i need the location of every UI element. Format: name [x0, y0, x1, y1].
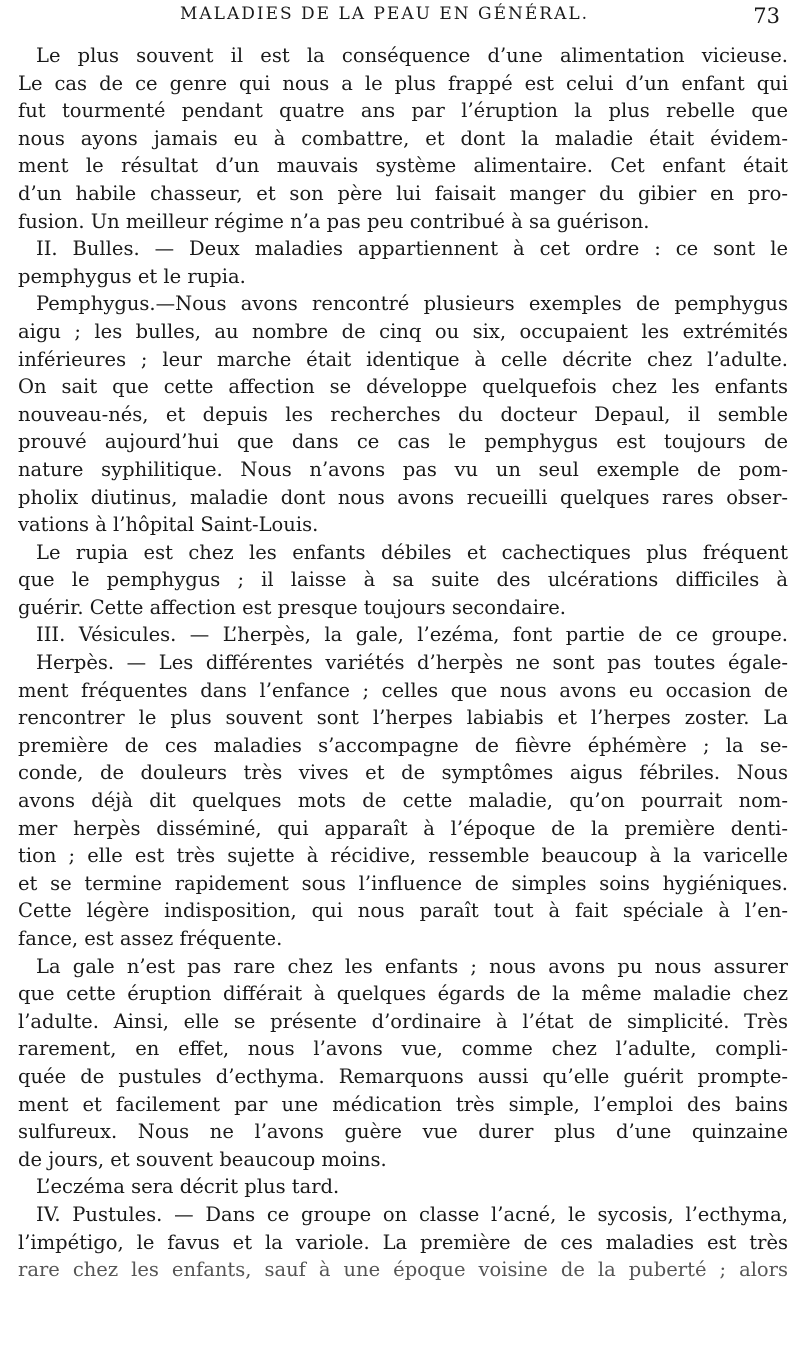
text-line: IV. Pustules. — Dans ce groupe on classe l’acné, le sycosis, l’ecthyma, [36, 1202, 788, 1226]
text-line: Le plus souvent il est la conséquence d’une alimentation vicieuse. [36, 44, 788, 67]
text-line: première de ces maladies s’accompagne de fièvre éphémère ; la se- [18, 733, 788, 757]
text-line: rencontrer le plus souvent sont l’herpes labiabis et l’herpes zoster. La [18, 706, 788, 730]
text-line: d’un habile chasseur, et son père lui faisait manger du gibier en pro- [18, 181, 788, 205]
body-text [18, 42, 788, 1284]
text-line: ment fréquentes dans l’enfance ; celles que nous avons eu occasion de [18, 678, 788, 702]
text-line: mer herpès disséminé, qui apparaît à l’époque de la première denti- [18, 816, 788, 840]
text-line: On sait que cette affection se développe quelquefois chez les enfants [18, 375, 788, 399]
text-line: prouvé aujourd’hui que dans ce cas le pemphygus est toujours de [18, 430, 788, 454]
text-line: pholix diutinus, maladie dont nous avons recueilli quelques rares obser- [18, 485, 788, 509]
text-line: guérir. Cette affection est presque toujours secondaire. [18, 595, 566, 619]
text-line: ment le résultat d’un mauvais système alimentaire. Cet enfant était [18, 154, 788, 178]
text-line: fusion. Un meilleur régime n’a pas peu contribué à sa guérison. [18, 209, 650, 233]
text-line: rare chez les enfants, sauf à une époque voisine de la puberté ; alors [18, 1258, 788, 1282]
text-line: Herpès. — Les différentes variétés d’herpès ne sont pas toutes égale- [36, 651, 788, 675]
text-line: pemphygus et le rupia. [18, 264, 246, 288]
text-line: que le pemphygus ; il laisse à sa suite des ulcérations difficiles à [18, 568, 788, 592]
text-line: La gale n’est pas rare chez les enfants ; nous avons pu nous assurer [36, 954, 788, 978]
text-line: Le rupia est chez les enfants débiles et cachectiques plus fréquent [36, 540, 788, 564]
text-line: l’impétigo, le favus et la variole. La première de ces maladies est très [18, 1230, 788, 1254]
text-line: sulfureux. Nous ne l’avons guère vue durer plus d’une quinzaine [18, 1120, 788, 1144]
text-line: nature syphilitique. Nous n’avons pas vu un seul exemple de pom- [18, 457, 788, 481]
text-line: l’adulte. Ainsi, elle se présente d’ordinaire à l’état de simplicité. Très [18, 1009, 788, 1033]
text-line: et se termine rapidement sous l’influence de simples soins hygiéniques. [18, 871, 788, 895]
text-line: conde, de douleurs très vives et de symptômes aigus fébriles. Nous [18, 761, 788, 785]
text-line: quée de pustules d’ecthyma. Remarquons aussi qu’elle guérit prompte- [18, 1064, 788, 1088]
running-header [0, 4, 800, 32]
text-line: de jours, et souvent beaucoup moins. [18, 1147, 387, 1171]
running-title: MALADIES DE LA PEAU EN GÉNÉRAL. [180, 4, 590, 24]
text-line: inférieures ; leur marche était identique à celle décrite chez l’adulte. [18, 347, 788, 371]
text-line: avons déjà dit quelques mots de cette maladie, qu’on pourrait nom- [18, 789, 788, 813]
text-line: fance, est assez fréquente. [18, 927, 283, 950]
text-line: aigu ; les bulles, au nombre de cinq ou six, occupaient les extrémités [18, 319, 788, 343]
text-line: nouveau-nés, et depuis les recherches du docteur Depaul, il semble [18, 402, 788, 426]
text-line: vations à l’hôpital Saint-Louis. [18, 513, 319, 537]
text-line: ment et facilement par une médication très simple, l’emploi des bains [18, 1092, 788, 1116]
text-line: que cette éruption différait à quelques égards de la même maladie chez [18, 982, 788, 1006]
text-line: Cette légère indisposition, qui nous paraît tout à fait spéciale à l’en- [18, 899, 788, 923]
text-line: L’eczéma sera décrit plus tard. [36, 1175, 340, 1199]
text-line: III. Vésicules. — L’herpès, la gale, l’ezéma, font partie de ce groupe. [36, 623, 788, 647]
text-line: Le cas de ce genre qui nous a le plus frappé est celui d’un enfant qui [18, 71, 788, 95]
text-line: nous ayons jamais eu à combattre, et dont la maladie était évidem- [18, 126, 788, 150]
page-number: 73 [753, 4, 780, 28]
text-line: rarement, en effet, nous l’avons vue, comme chez l’adulte, compli- [18, 1037, 788, 1061]
text-line: tion ; elle est très sujette à récidive, ressemble beaucoup à la varicelle [18, 844, 788, 868]
text-line: fut tourmenté pendant quatre ans par l’éruption la plus rebelle que [18, 99, 788, 123]
text-line: II. Bulles. — Deux maladies appartiennent à cet ordre : ce sont le [36, 237, 788, 261]
text-line: Pemphygus.—Nous avons rencontré plusieurs exemples de pemphygus [36, 292, 788, 316]
